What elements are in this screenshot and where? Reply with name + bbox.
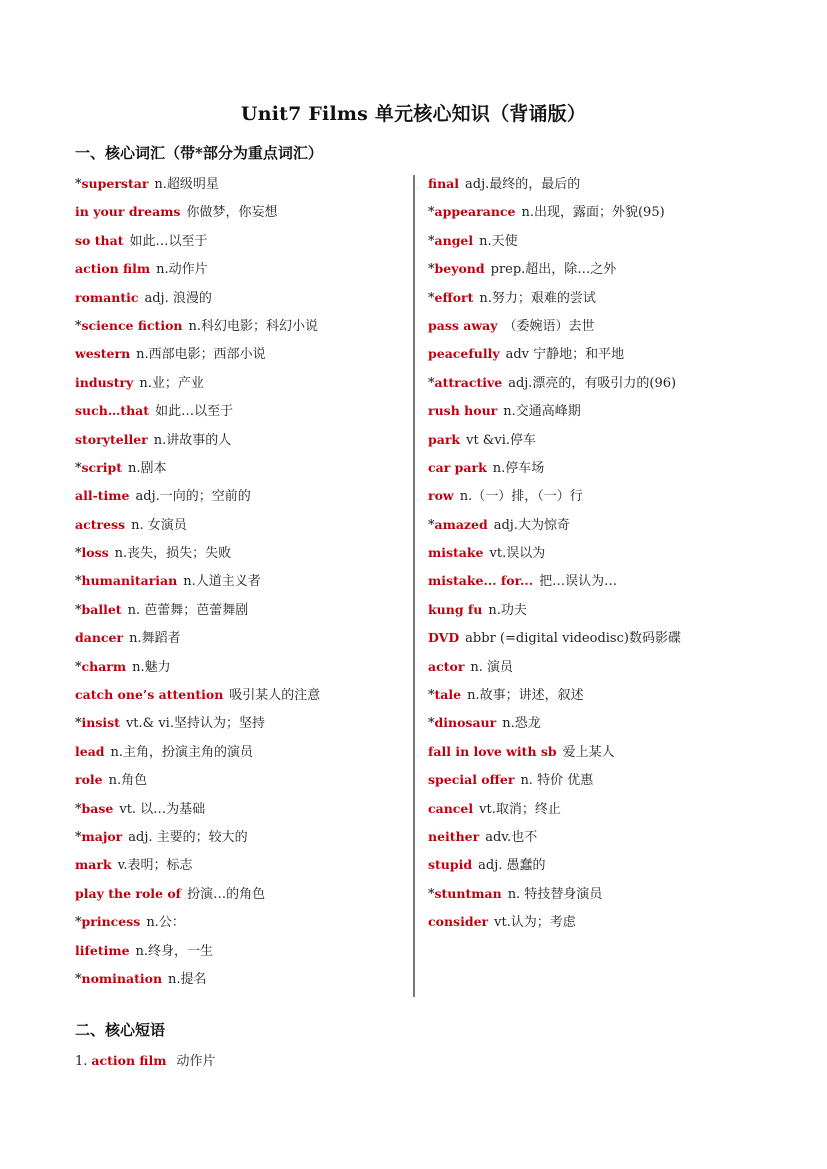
vocab-term: all-time <box>75 488 130 504</box>
vocab-term: base <box>81 800 114 816</box>
vocab-definition: 你做梦，你妄想 <box>186 205 278 221</box>
vocab-term: park <box>428 431 461 447</box>
vocab-entry <box>428 653 758 681</box>
vocab-term: pass away <box>428 317 498 333</box>
vocab-definition: n.（一）排，（一）行 <box>459 489 583 505</box>
vocab-term: princess <box>81 914 141 930</box>
vocab-entry <box>75 340 405 368</box>
vocab-entry <box>428 255 758 283</box>
vocab-entry <box>428 766 758 794</box>
vocab-entry <box>428 312 758 340</box>
vocab-term: in your dreams <box>75 204 181 220</box>
key-word-marker: * <box>428 205 435 221</box>
column-divider <box>413 175 415 997</box>
vocab-term: western <box>75 346 131 362</box>
vocab-entry <box>75 284 405 312</box>
vocab-entry <box>75 255 405 283</box>
vocab-entry <box>428 198 758 226</box>
vocab-definition: adj.漂亮的，有吸引力的(96) <box>508 375 677 391</box>
vocab-term: ballet <box>81 601 122 617</box>
vocab-entry <box>75 624 405 652</box>
key-word-marker: * <box>75 318 82 334</box>
vocab-term: angel <box>434 232 474 248</box>
vocab-term: superstar <box>81 176 149 191</box>
vocab-entry <box>428 340 758 368</box>
vocab-definition: vt &vi.停车 <box>466 432 537 448</box>
vocab-entry <box>75 426 405 454</box>
vocab-definition: v.表明；标志 <box>117 858 193 874</box>
vocab-entry <box>75 823 405 851</box>
vocab-term: peacefully <box>428 346 500 362</box>
vocab-entry <box>75 766 405 794</box>
vocab-definition: 把…误认为… <box>539 574 618 590</box>
vocab-definition: n.科幻电影；科幻小说 <box>188 318 319 334</box>
vocab-definition: vt.取消；终止 <box>479 801 561 817</box>
vocab-entry <box>428 851 758 879</box>
vocab-term: beyond <box>434 261 485 277</box>
vocab-column-right <box>428 170 758 937</box>
vocab-definition: 如此…以至于 <box>155 404 234 420</box>
vocab-term: mistake <box>428 545 484 561</box>
vocab-term: actor <box>428 658 465 674</box>
vocab-entry <box>75 738 405 766</box>
vocab-term: final <box>428 176 460 191</box>
vocab-term: special offer <box>428 772 515 788</box>
vocab-term: so that <box>75 232 124 248</box>
vocab-entry <box>428 170 758 198</box>
vocab-term: DVD <box>428 630 460 646</box>
vocab-definition: n.魅力 <box>132 659 171 675</box>
vocab-definition: n. 演员 <box>470 659 514 675</box>
vocab-entry <box>428 709 758 737</box>
vocab-entry <box>428 227 758 255</box>
vocab-definition: abbr (=digital videodisc)数码影碟 <box>465 631 681 647</box>
vocab-entry <box>75 653 405 681</box>
vocab-definition: n.业；产业 <box>139 375 204 391</box>
vocab-term: role <box>75 772 103 788</box>
vocab-entry <box>428 738 758 766</box>
vocab-term: lead <box>75 743 105 759</box>
vocab-definition: n.丧失，损失；失败 <box>114 546 232 562</box>
key-word-marker: * <box>75 460 82 476</box>
vocab-entry <box>75 681 405 709</box>
vocab-definition: n.出现，露面；外貌(95) <box>521 205 665 221</box>
vocab-definition: 扮演…的角色 <box>187 886 266 902</box>
vocab-entry <box>75 454 405 482</box>
vocab-definition: adv 宁静地；和平地 <box>505 347 625 363</box>
key-word-marker: * <box>428 688 435 704</box>
vocab-definition: vt.& vi.坚持认为；坚持 <box>125 716 265 732</box>
vocab-term: major <box>81 828 123 844</box>
vocab-entry <box>75 397 405 425</box>
key-word-marker: * <box>428 375 435 391</box>
vocab-definition: n.角色 <box>108 773 148 789</box>
vocab-definition: adj. 主要的；较大的 <box>128 829 248 845</box>
vocab-term: insist <box>81 715 120 731</box>
vocab-definition: adv.也不 <box>485 829 538 845</box>
vocab-term: nomination <box>81 970 163 986</box>
vocab-definition: 爱上某人 <box>562 744 615 760</box>
vocab-term: storyteller <box>75 431 148 447</box>
vocab-definition: 吸引某人的注意 <box>229 688 321 704</box>
vocab-term: script <box>81 459 122 475</box>
vocab-entry <box>75 709 405 737</box>
vocab-entry <box>428 908 758 936</box>
vocab-definition: n.公： <box>146 915 185 931</box>
section-heading-vocabulary: 一、核心词汇（带*部分为重点词汇） <box>75 144 323 162</box>
vocab-term: lifetime <box>75 942 130 958</box>
vocab-definition: n. 芭蕾舞；芭蕾舞剧 <box>127 602 249 618</box>
vocab-term: stuntman <box>434 885 502 901</box>
vocab-term: rush hour <box>428 403 498 419</box>
section-heading-phrases: 二、核心短语 <box>75 1021 166 1039</box>
vocab-entry <box>75 965 405 993</box>
vocab-definition: vt.误以为 <box>489 546 546 562</box>
vocab-term: fall in love with sb <box>428 743 557 759</box>
vocab-entry <box>428 880 758 908</box>
vocab-entry <box>428 482 758 510</box>
vocab-term: row <box>428 488 454 504</box>
phrase-number: 1. <box>75 1054 88 1069</box>
vocab-entry <box>75 170 405 198</box>
vocab-entry <box>428 284 758 312</box>
vocab-definition: n.人道主义者 <box>183 574 261 590</box>
vocab-term: romantic <box>75 289 139 305</box>
vocab-term: attractive <box>434 374 503 390</box>
vocab-entry <box>75 880 405 908</box>
vocab-definition: vt. 以…为基础 <box>119 801 206 817</box>
vocab-entry <box>428 681 758 709</box>
vocab-entry <box>75 227 405 255</box>
vocab-term: such…that <box>75 403 150 419</box>
vocab-entry <box>75 851 405 879</box>
vocab-entry <box>75 511 405 539</box>
vocab-definition: n. 女演员 <box>131 517 187 533</box>
vocab-term: charm <box>81 658 127 674</box>
vocab-term: actress <box>75 516 126 532</box>
vocab-definition: prep.超出，除…之外 <box>490 262 617 278</box>
vocab-term: effort <box>434 289 474 305</box>
vocab-entry <box>75 539 405 567</box>
page-title: Unit7 Films 单元核心知识（背诵版） <box>240 103 587 125</box>
vocab-entry <box>75 482 405 510</box>
vocab-term: dinosaur <box>434 715 497 731</box>
key-word-marker: * <box>428 262 435 278</box>
key-word-marker: * <box>428 517 435 533</box>
vocab-definition: n.故事；讲述，叙述 <box>467 688 584 704</box>
vocab-entry <box>428 369 758 397</box>
vocab-entry <box>75 567 405 595</box>
vocab-definition: n.恐龙 <box>502 716 541 732</box>
vocab-entry <box>75 795 405 823</box>
vocab-entry <box>428 397 758 425</box>
vocab-definition: n.超级明星 <box>154 177 219 192</box>
vocab-term: neither <box>428 828 480 844</box>
vocab-definition: vt.认为；考虑 <box>494 915 576 931</box>
vocab-term: science fiction <box>81 317 183 333</box>
key-word-marker: * <box>75 829 82 845</box>
vocab-definition: n.主角，扮演主角的演员 <box>110 744 254 760</box>
phrase-item <box>75 1050 216 1073</box>
vocab-term: loss <box>81 545 109 561</box>
vocab-term: cancel <box>428 800 474 816</box>
vocab-definition: n.动作片 <box>156 262 208 278</box>
key-word-marker: * <box>75 659 82 675</box>
vocab-entry <box>428 795 758 823</box>
vocab-term: catch one’s attention <box>75 687 224 703</box>
vocab-term: humanitarian <box>81 573 178 589</box>
key-word-marker: * <box>75 801 82 817</box>
key-word-marker: * <box>75 915 82 931</box>
vocab-column-left <box>75 170 405 993</box>
key-word-marker: * <box>428 886 435 902</box>
vocab-entry <box>75 198 405 226</box>
vocab-entry <box>75 937 405 965</box>
vocab-definition: n. 特价 优惠 <box>520 773 594 789</box>
vocab-entry <box>428 596 758 624</box>
vocab-definition: n.功夫 <box>488 602 527 618</box>
vocab-definition: n.西部电影；西部小说 <box>136 347 266 363</box>
vocab-entry <box>428 511 758 539</box>
vocab-term: play the role of <box>75 885 182 901</box>
vocab-term: kung fu <box>428 601 483 617</box>
vocab-entry <box>75 369 405 397</box>
vocab-entry <box>428 426 758 454</box>
vocab-definition: n.终身，一生 <box>135 943 214 959</box>
vocab-term: consider <box>428 914 489 930</box>
vocab-entry <box>428 539 758 567</box>
vocab-term: amazed <box>434 516 488 532</box>
vocab-definition: n.停车场 <box>492 460 545 476</box>
key-word-marker: * <box>428 716 435 732</box>
vocab-entry <box>75 908 405 936</box>
key-word-marker: * <box>75 546 82 562</box>
vocab-definition: n. 特技替身演员 <box>507 886 603 902</box>
vocab-definition: 如此…以至于 <box>129 233 208 249</box>
vocab-entry <box>428 624 758 652</box>
vocab-entry <box>428 567 758 595</box>
vocab-term: mark <box>75 857 112 873</box>
phrase-list <box>75 1050 216 1073</box>
vocab-definition: n.舞蹈者 <box>129 631 181 647</box>
vocab-definition: n.努力；艰难的尝试 <box>479 290 596 306</box>
vocab-definition: n.交通高峰期 <box>503 404 581 420</box>
key-word-marker: * <box>75 177 82 192</box>
phrase-term: action film <box>91 1053 167 1068</box>
vocab-term: car park <box>428 459 487 475</box>
vocab-definition: （委婉语）去世 <box>503 318 595 334</box>
vocab-definition: adj.最终的，最后的 <box>465 177 581 192</box>
vocab-definition: n.讲故事的人 <box>153 432 232 448</box>
vocab-entry <box>428 454 758 482</box>
vocab-term: stupid <box>428 857 473 873</box>
vocab-definition: n.天使 <box>479 233 518 249</box>
vocab-term: mistake... for... <box>428 573 534 589</box>
key-word-marker: * <box>75 602 82 618</box>
vocab-term: tale <box>434 687 462 703</box>
key-word-marker: * <box>428 233 435 249</box>
key-word-marker: * <box>428 290 435 306</box>
vocab-definition: n.剧本 <box>128 460 167 476</box>
vocab-entry <box>75 312 405 340</box>
vocab-definition: adj.一向的；空前的 <box>135 489 251 505</box>
vocab-term: appearance <box>434 204 516 220</box>
vocab-term: dancer <box>75 630 124 646</box>
key-word-marker: * <box>75 574 82 590</box>
vocab-entry <box>428 823 758 851</box>
phrase-definition: 动作片 <box>176 1054 216 1069</box>
vocab-term: action film <box>75 261 151 277</box>
vocab-definition: adj. 浪漫的 <box>144 290 212 306</box>
vocab-term: industry <box>75 374 134 390</box>
vocab-definition: adj. 愚蠢的 <box>478 858 546 874</box>
vocab-definition: adj.大为惊奇 <box>493 517 570 533</box>
key-word-marker: * <box>75 971 82 987</box>
vocab-entry <box>75 596 405 624</box>
key-word-marker: * <box>75 716 82 732</box>
vocab-definition: n.提名 <box>168 971 207 987</box>
